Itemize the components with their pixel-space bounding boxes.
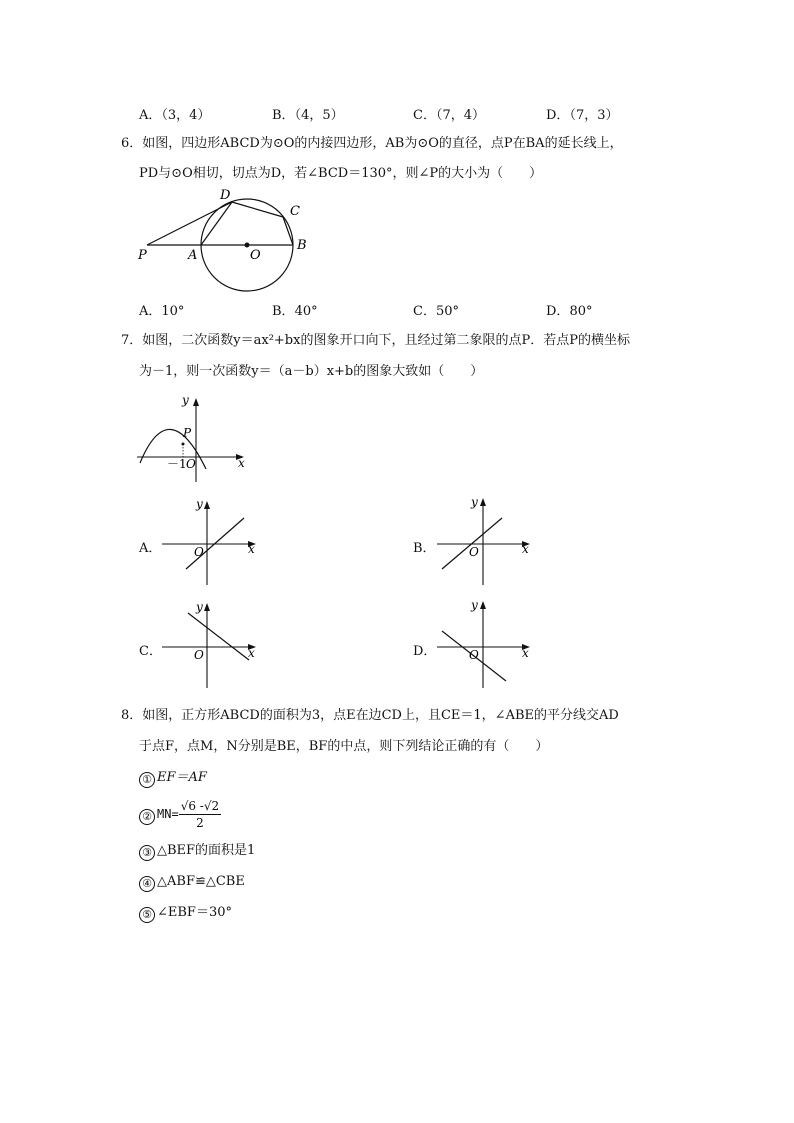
q7-line-1: 7．如图，二次函数y＝ax²+bx的图象开口向下，且经过第二象限的点P．若点P的横坐标 (121, 333, 630, 348)
q6-label-a: A (188, 248, 198, 263)
q7-label-o: O (186, 457, 196, 471)
svg-text:y: y (196, 497, 203, 511)
q6-label-p: P (138, 248, 147, 263)
svg-text:O: O (194, 545, 204, 559)
q8-statement-3: ③ △BEF的面积是1 (139, 843, 255, 861)
q5-option-b: B．（4，5） (272, 108, 344, 123)
circled-5-icon: ⑤ (139, 907, 155, 923)
q5-option-a: A．（3，4） (139, 108, 211, 123)
q6-label-o: O (250, 248, 261, 263)
svg-text:x: x (522, 646, 529, 660)
svg-text:y: y (471, 495, 478, 509)
q7-option-d-label: D． (413, 644, 437, 659)
q7-label-x: x (238, 456, 245, 470)
q5-option-c: C．（7，4） (413, 108, 485, 123)
q5-option-d: D．（7，3） (546, 108, 619, 123)
q8-statement-4: ④ △ABF≌△CBE (139, 874, 245, 892)
svg-text:x: x (522, 542, 529, 556)
q6-option-b: B．40° (272, 304, 318, 319)
mn-fraction: $\frac{√6 -√2}{2}$ (180, 799, 220, 830)
q6-label-d: D (220, 188, 231, 203)
q7-label-p: P (183, 426, 192, 440)
q6-option-c: C．50° (413, 304, 459, 319)
q6-option-d: D．80° (546, 304, 593, 319)
svg-text:y: y (196, 600, 203, 614)
svg-text:x: x (248, 646, 255, 660)
svg-text:O: O (469, 648, 479, 662)
q8-statement-2: ② MN= $\frac{√6 -√2}{2}$ (139, 798, 221, 831)
q7-line-2: 为－1，则一次函数y＝（a－b）x+b的图象大致如（ ） (139, 364, 484, 379)
q8-line-1: 8．如图，正方形ABCD的面积为3，点E在边CD上，且CE＝1，∠ABE的平分线交AD (121, 708, 619, 723)
circled-3-icon: ③ (139, 845, 155, 861)
q6-line-1: 6．如图，四边形ABCD为⊙O的内接四边形，AB为⊙O的直径，点P在BA的延长线上， (121, 136, 623, 151)
svg-text:y: y (471, 598, 478, 612)
q7-option-c-label: C． (139, 644, 162, 659)
q8-statement-1: ① EF＝AF (139, 770, 207, 788)
q7-option-a-label: A． (139, 541, 162, 556)
svg-text:O: O (469, 545, 479, 559)
q8-line-2: 于点F，点M，N分别是BE，BF的中点，则下列结论正确的有（ ） (139, 739, 549, 754)
svg-text:O: O (194, 648, 204, 662)
svg-text:x: x (248, 542, 255, 556)
q6-option-a: A．10° (139, 304, 185, 319)
q6-label-c: C (290, 204, 300, 219)
circled-1-icon: ① (139, 772, 155, 788)
q7-label-y: y (182, 393, 189, 407)
q7-label-neg1: －1 (167, 457, 187, 471)
q8-statement-5: ⑤ ∠EBF＝30° (139, 905, 232, 923)
circled-2-icon: ② (139, 809, 155, 825)
q7-option-b-label: B． (413, 541, 436, 556)
q6-line-2: PD与⊙O相切，切点为D，若∠BCD＝130°，则∠P的大小为（ ） (139, 166, 543, 181)
q6-label-b: B (297, 238, 307, 253)
circled-4-icon: ④ (139, 876, 155, 892)
